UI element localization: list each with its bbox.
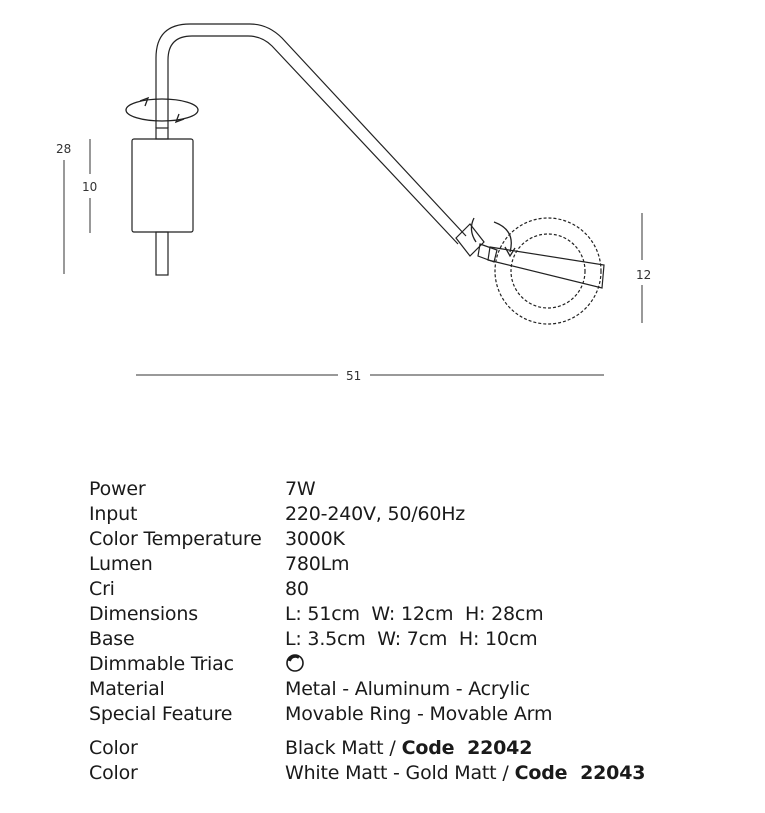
color-name: White Matt - Gold Matt	[285, 762, 497, 784]
lamp-base	[132, 128, 193, 275]
color-separator: /	[502, 762, 509, 784]
spec-value: 3000K	[285, 528, 345, 550]
dimension-height-total-label: 28	[56, 142, 72, 156]
color-value	[285, 736, 532, 761]
spec-label: Base	[89, 628, 135, 650]
dimension-height-base-label: 10	[82, 180, 98, 194]
dimmable-check-icon	[285, 653, 305, 673]
spec-label: Dimmable Triac	[89, 653, 234, 675]
product-code: Code 22043	[514, 762, 646, 784]
spec-value: 80	[285, 578, 309, 600]
color-name: Black Matt	[285, 737, 384, 759]
spec-label: Input	[89, 503, 138, 525]
lamp-ring-head	[478, 218, 604, 324]
dimension-ring-diameter	[636, 213, 651, 323]
spec-value	[285, 652, 305, 677]
spec-label: Color Temperature	[89, 528, 262, 550]
spec-label: Cri	[89, 578, 115, 600]
spec-value: L: 51cm W: 12cm H: 28cm	[285, 603, 544, 625]
dimension-length	[136, 369, 604, 383]
spec-value: L: 3.5cm W: 7cm H: 10cm	[285, 628, 538, 650]
spec-label: Material	[89, 678, 165, 700]
color-separator: /	[389, 737, 396, 759]
product-code: Code 22042	[401, 737, 533, 759]
spec-value: Movable Ring - Movable Arm	[285, 703, 553, 725]
color-value	[285, 761, 645, 786]
lamp-arm	[156, 24, 484, 256]
rotation-arrow-base-icon	[126, 98, 198, 122]
color-label: Color	[89, 762, 138, 784]
dimension-length-label: 51	[346, 369, 362, 383]
spec-label: Power	[89, 478, 146, 500]
spec-value: 220-240V, 50/60Hz	[285, 503, 466, 525]
spec-value: 780Lm	[285, 553, 350, 575]
spec-value: Metal - Aluminum - Acrylic	[285, 678, 530, 700]
spec-label: Special Feature	[89, 703, 233, 725]
color-label: Color	[89, 737, 138, 759]
spec-value: 7W	[285, 478, 316, 500]
dimension-height-total	[56, 142, 71, 274]
spec-label: Dimensions	[89, 603, 198, 625]
dimension-ring-diameter-label: 12	[636, 268, 652, 282]
spec-label: Lumen	[89, 553, 153, 575]
dimension-height-base	[82, 139, 97, 233]
